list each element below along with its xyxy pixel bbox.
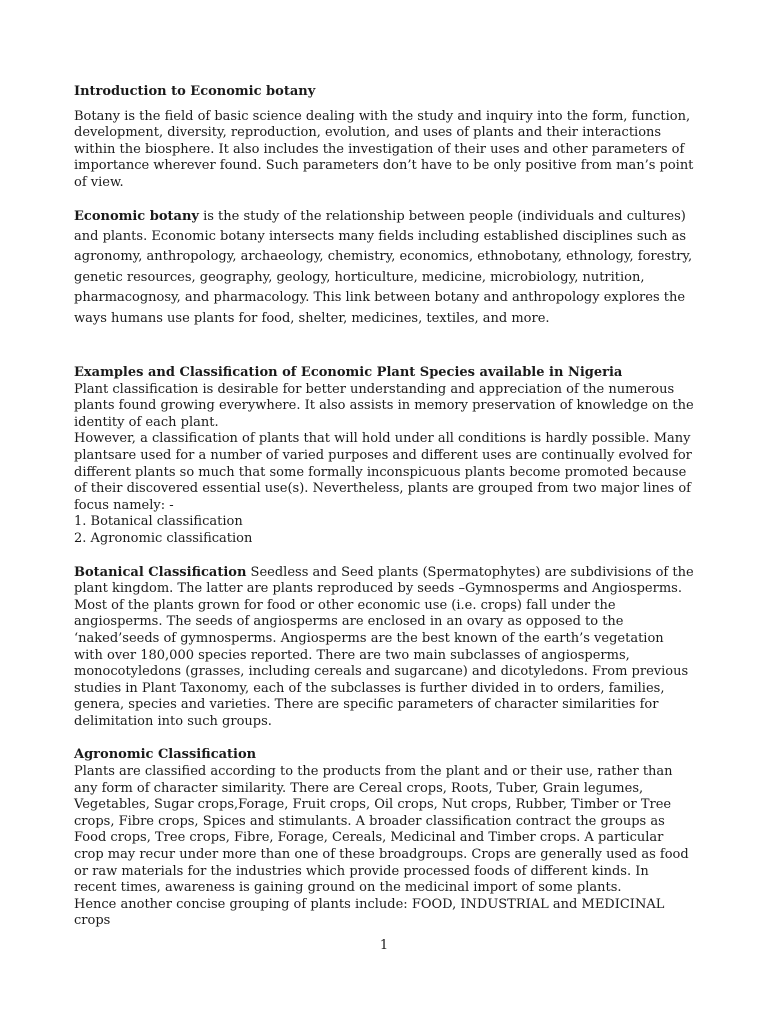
examples-paragraph-1: Plant classification is desirable for better understanding and appreciation of the numerous plants found growing everywhere. It also assists in memory preservation of knowledge on the identity of each plant. <box>74 381 694 430</box>
economic-botany-paragraph <box>74 207 694 329</box>
economic-botany-text: is the study of the relationship between people (individuals and cultures) and plants. Economic botany intersects many fields including established disciplines such as agronomy, anthropology, archaeology, chemistry, economics, ethnobotany, ethnology, forestry, genetic resources, geography, geology, horticulture, medicine, microbiology, nutrition, pharmacognosy, and pharmacology. This link between botany and anthropology explores the ways humans use plants for food, shelter, medicines, textiles, and more. <box>74 208 693 326</box>
examples-heading: Examples and Classification of Economic Plant Species available in Nigeria <box>74 365 623 380</box>
intro-paragraph: Botany is the field of basic science dealing with the study and inquiry into the form, function, development, diversity, reproduction, evolution, and uses of plants and their interactions within the biosphere. It also includes the investigation of their uses and other parameters of importance wherever found. Such parameters don’t have to be only positive from man’s point of view. <box>74 108 694 190</box>
botanical-classification-paragraph <box>74 565 694 731</box>
botanical-classification-term: Botanical Classification <box>74 564 247 580</box>
agronomic-paragraph-2: Hence another concise grouping of plants include: FOOD, INDUSTRIAL and MEDICINAL crops <box>74 896 665 929</box>
botanical-classification-text: Seedless and Seed plants (Spermatophytes) are subdivisions of the plant kingdom. The latter are plants reproduced by seeds –Gymnosperms and Angiosperms. Most of the plants grown for food or other economic use (i.e. crops) fall under the angiosperms. The seeds of angiosperms are enclosed in an ovary as opposed to the ‘naked’seeds of gymnosperms. Angiosperms are the best known of the earth’s vegetation with over 180,000 species reported. There are two main subclasses of angiosperms, monocotyledons (grasses, including cereals and sugarcane) and dicotyledons. From previous studies in Plant Taxonomy, each of the subclasses is further divided in to orders, families, genera, species and varieties. There are specific parameters of character similarities for delimitation into such groups. <box>74 564 694 729</box>
document-body <box>74 84 694 930</box>
list-item: 2. Agronomic classification <box>74 530 253 546</box>
economic-botany-term: Economic botany <box>74 208 199 224</box>
agronomic-heading: Agronomic Classification <box>74 747 257 763</box>
list-item: 1. Botanical classification <box>74 514 243 530</box>
page-number: 1 <box>379 938 389 953</box>
agronomic-paragraph: Plants are classified according to the products from the plant and or their use, rather than any form of character similarity. There are Cereal crops, Roots, Tuber, Grain legumes, Vegetables, Sugar crops,Forage, Fruit crops, Oil crops, Nut crops, Rubber, Timber or Tree crops, Fibre crops, Spices and stimulants. A broader classification contract the groups as Food crops, Tree crops, Fibre, Forage, Cereals, Medicinal and Timber crops. A particular crop may recur under more than one of these broadgroups. Crops are generally used as food or raw materials for the industries which provide processed foods of different kinds. In recent times, awareness is gaining ground on the medicinal import of some plants. <box>74 764 689 896</box>
examples-paragraph-2: However, a classification of plants that will hold under all conditions is hardly possible. Many plantsare used for a number of varied purposes and different uses are continually evolved for different plants so much that some formally inconspicuous plants become promoted because of their discovered essential use(s). Nevertheless, plants are grouped from two major lines of focus namely: - <box>74 431 692 513</box>
classification-list <box>74 514 694 547</box>
intro-heading: Introduction to Economic botany <box>74 84 316 99</box>
